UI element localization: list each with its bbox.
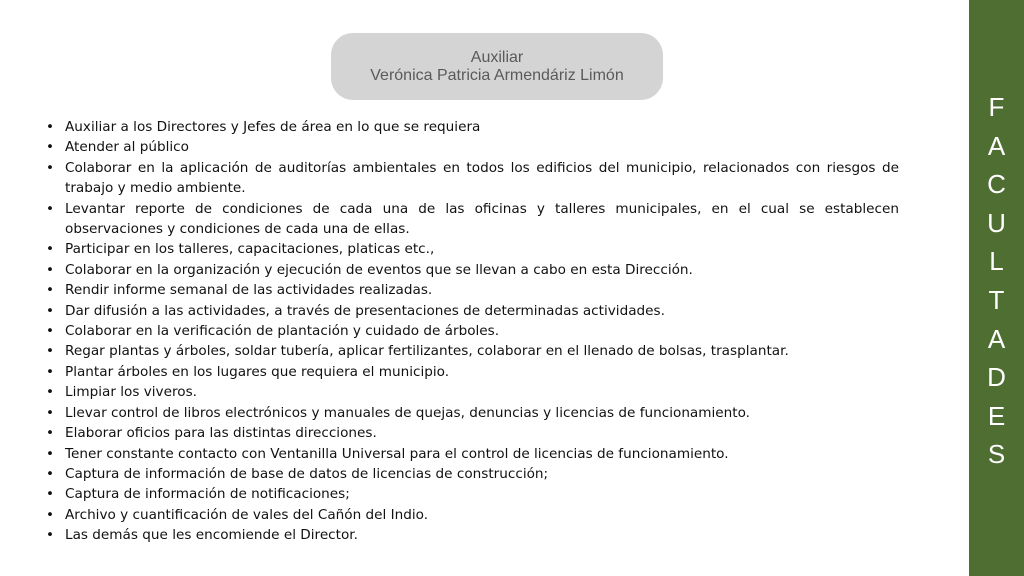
- side-label-letter: D: [987, 362, 1006, 393]
- duty-item: [46, 199, 899, 240]
- duty-item: [46, 382, 899, 402]
- side-label-letter: L: [989, 246, 1004, 277]
- bullet-icon: •: [46, 425, 55, 442]
- employee-name: Verónica Patricia Armendáriz Limón: [370, 66, 624, 84]
- duty-item: [46, 525, 899, 545]
- bullet-icon: •: [46, 363, 55, 380]
- duty-text: Regar plantas y árboles, soldar tubería, aplicar fertilizantes, colaborar en el llenado de bolsas, trasplantar.: [65, 343, 789, 360]
- side-label-letter: C: [987, 169, 1006, 200]
- duty-item: [46, 484, 899, 504]
- duty-item: [46, 117, 899, 137]
- duty-text: Las demás que les encomiende el Director.: [65, 527, 358, 544]
- bullet-icon: •: [46, 119, 55, 135]
- duty-text: Levantar reporte de condiciones de cada una de las oficinas y talleres municipales, en el cual se establecen observaciones y condiciones de cada una de ellas.: [65, 200, 899, 238]
- bullet-icon: •: [46, 506, 55, 523]
- duty-item: [46, 239, 899, 259]
- bullet-icon: •: [46, 343, 55, 360]
- side-label-letter: A: [987, 130, 1006, 161]
- duty-item: [46, 137, 899, 157]
- duty-item: [46, 301, 899, 321]
- side-label-letter: F: [988, 92, 1005, 122]
- side-label-facultades: [969, 88, 1024, 474]
- duty-text: Tener constante contacto con Ventanilla Universal para el control de licencias de funcionamiento.: [65, 445, 729, 462]
- duty-item: [46, 341, 899, 361]
- duty-text: Colaborar en la aplicación de auditorías ambientales en todos los edificios del municipio, relacionados con riesgos de trabajo y medio ambiente.: [65, 159, 899, 197]
- duty-item: [46, 403, 899, 423]
- duty-text: Captura de información de notificaciones;: [65, 486, 350, 503]
- side-label-letter: E: [987, 400, 1006, 431]
- bullet-icon: •: [46, 465, 55, 482]
- duty-item: [46, 260, 899, 280]
- duty-text: Atender al público: [65, 139, 189, 156]
- bullet-icon: •: [46, 527, 55, 544]
- duty-item: [46, 362, 899, 382]
- duty-text: Colaborar en la verificación de plantación y cuidado de árboles.: [65, 323, 500, 340]
- side-band: [969, 0, 1024, 576]
- duties-list: [46, 117, 899, 546]
- duty-item: [46, 505, 899, 525]
- bullet-icon: •: [46, 241, 55, 258]
- duty-text: Elaborar oficios para las distintas direcciones.: [65, 425, 377, 442]
- duty-text: Limpiar los viveros.: [65, 384, 197, 401]
- position-title: Auxiliar: [470, 48, 524, 66]
- bullet-icon: •: [46, 159, 55, 176]
- side-label-letter: U: [987, 207, 1006, 238]
- duty-text: Plantar árboles en los lugares que requiera el municipio.: [65, 363, 450, 380]
- side-label-letter: S: [987, 439, 1006, 470]
- duty-text: Dar difusión a las actividades, a través de presentaciones de determinadas actividades.: [65, 302, 665, 319]
- bullet-icon: •: [46, 282, 55, 299]
- bullet-icon: •: [46, 445, 55, 462]
- side-label-letter: A: [987, 323, 1006, 354]
- bullet-icon: •: [46, 261, 55, 278]
- side-label-letter: T: [988, 284, 1005, 315]
- bullet-icon: •: [46, 302, 55, 319]
- duty-text: Participar en los talleres, capacitaciones, platicas etc.,: [65, 241, 435, 258]
- bullet-icon: •: [46, 404, 55, 421]
- duty-item: [46, 444, 899, 464]
- duty-item: [46, 280, 899, 300]
- duty-text: Rendir informe semanal de las actividades realizadas.: [65, 282, 433, 299]
- duty-text: Colaborar en la organización y ejecución de eventos que se llevan a cabo en esta Dirección.: [65, 261, 693, 278]
- bullet-icon: •: [46, 139, 55, 156]
- bullet-icon: •: [46, 200, 55, 217]
- bullet-icon: •: [46, 384, 55, 401]
- bullet-icon: •: [46, 486, 55, 503]
- duty-item: [46, 321, 899, 341]
- duty-item: [46, 158, 899, 199]
- duty-text: Captura de información de base de datos de licencias de construcción;: [65, 465, 549, 482]
- duty-item: [46, 464, 899, 484]
- position-header: [331, 33, 663, 100]
- duty-text: Auxiliar a los Directores y Jefes de área en lo que se requiera: [65, 119, 481, 135]
- duty-text: Archivo y cuantificación de vales del Cañón del Indio.: [65, 506, 429, 523]
- duty-text: Llevar control de libros electrónicos y manuales de quejas, denuncias y licencias de funcionamiento.: [65, 404, 750, 421]
- bullet-icon: •: [46, 323, 55, 340]
- duty-item: [46, 423, 899, 443]
